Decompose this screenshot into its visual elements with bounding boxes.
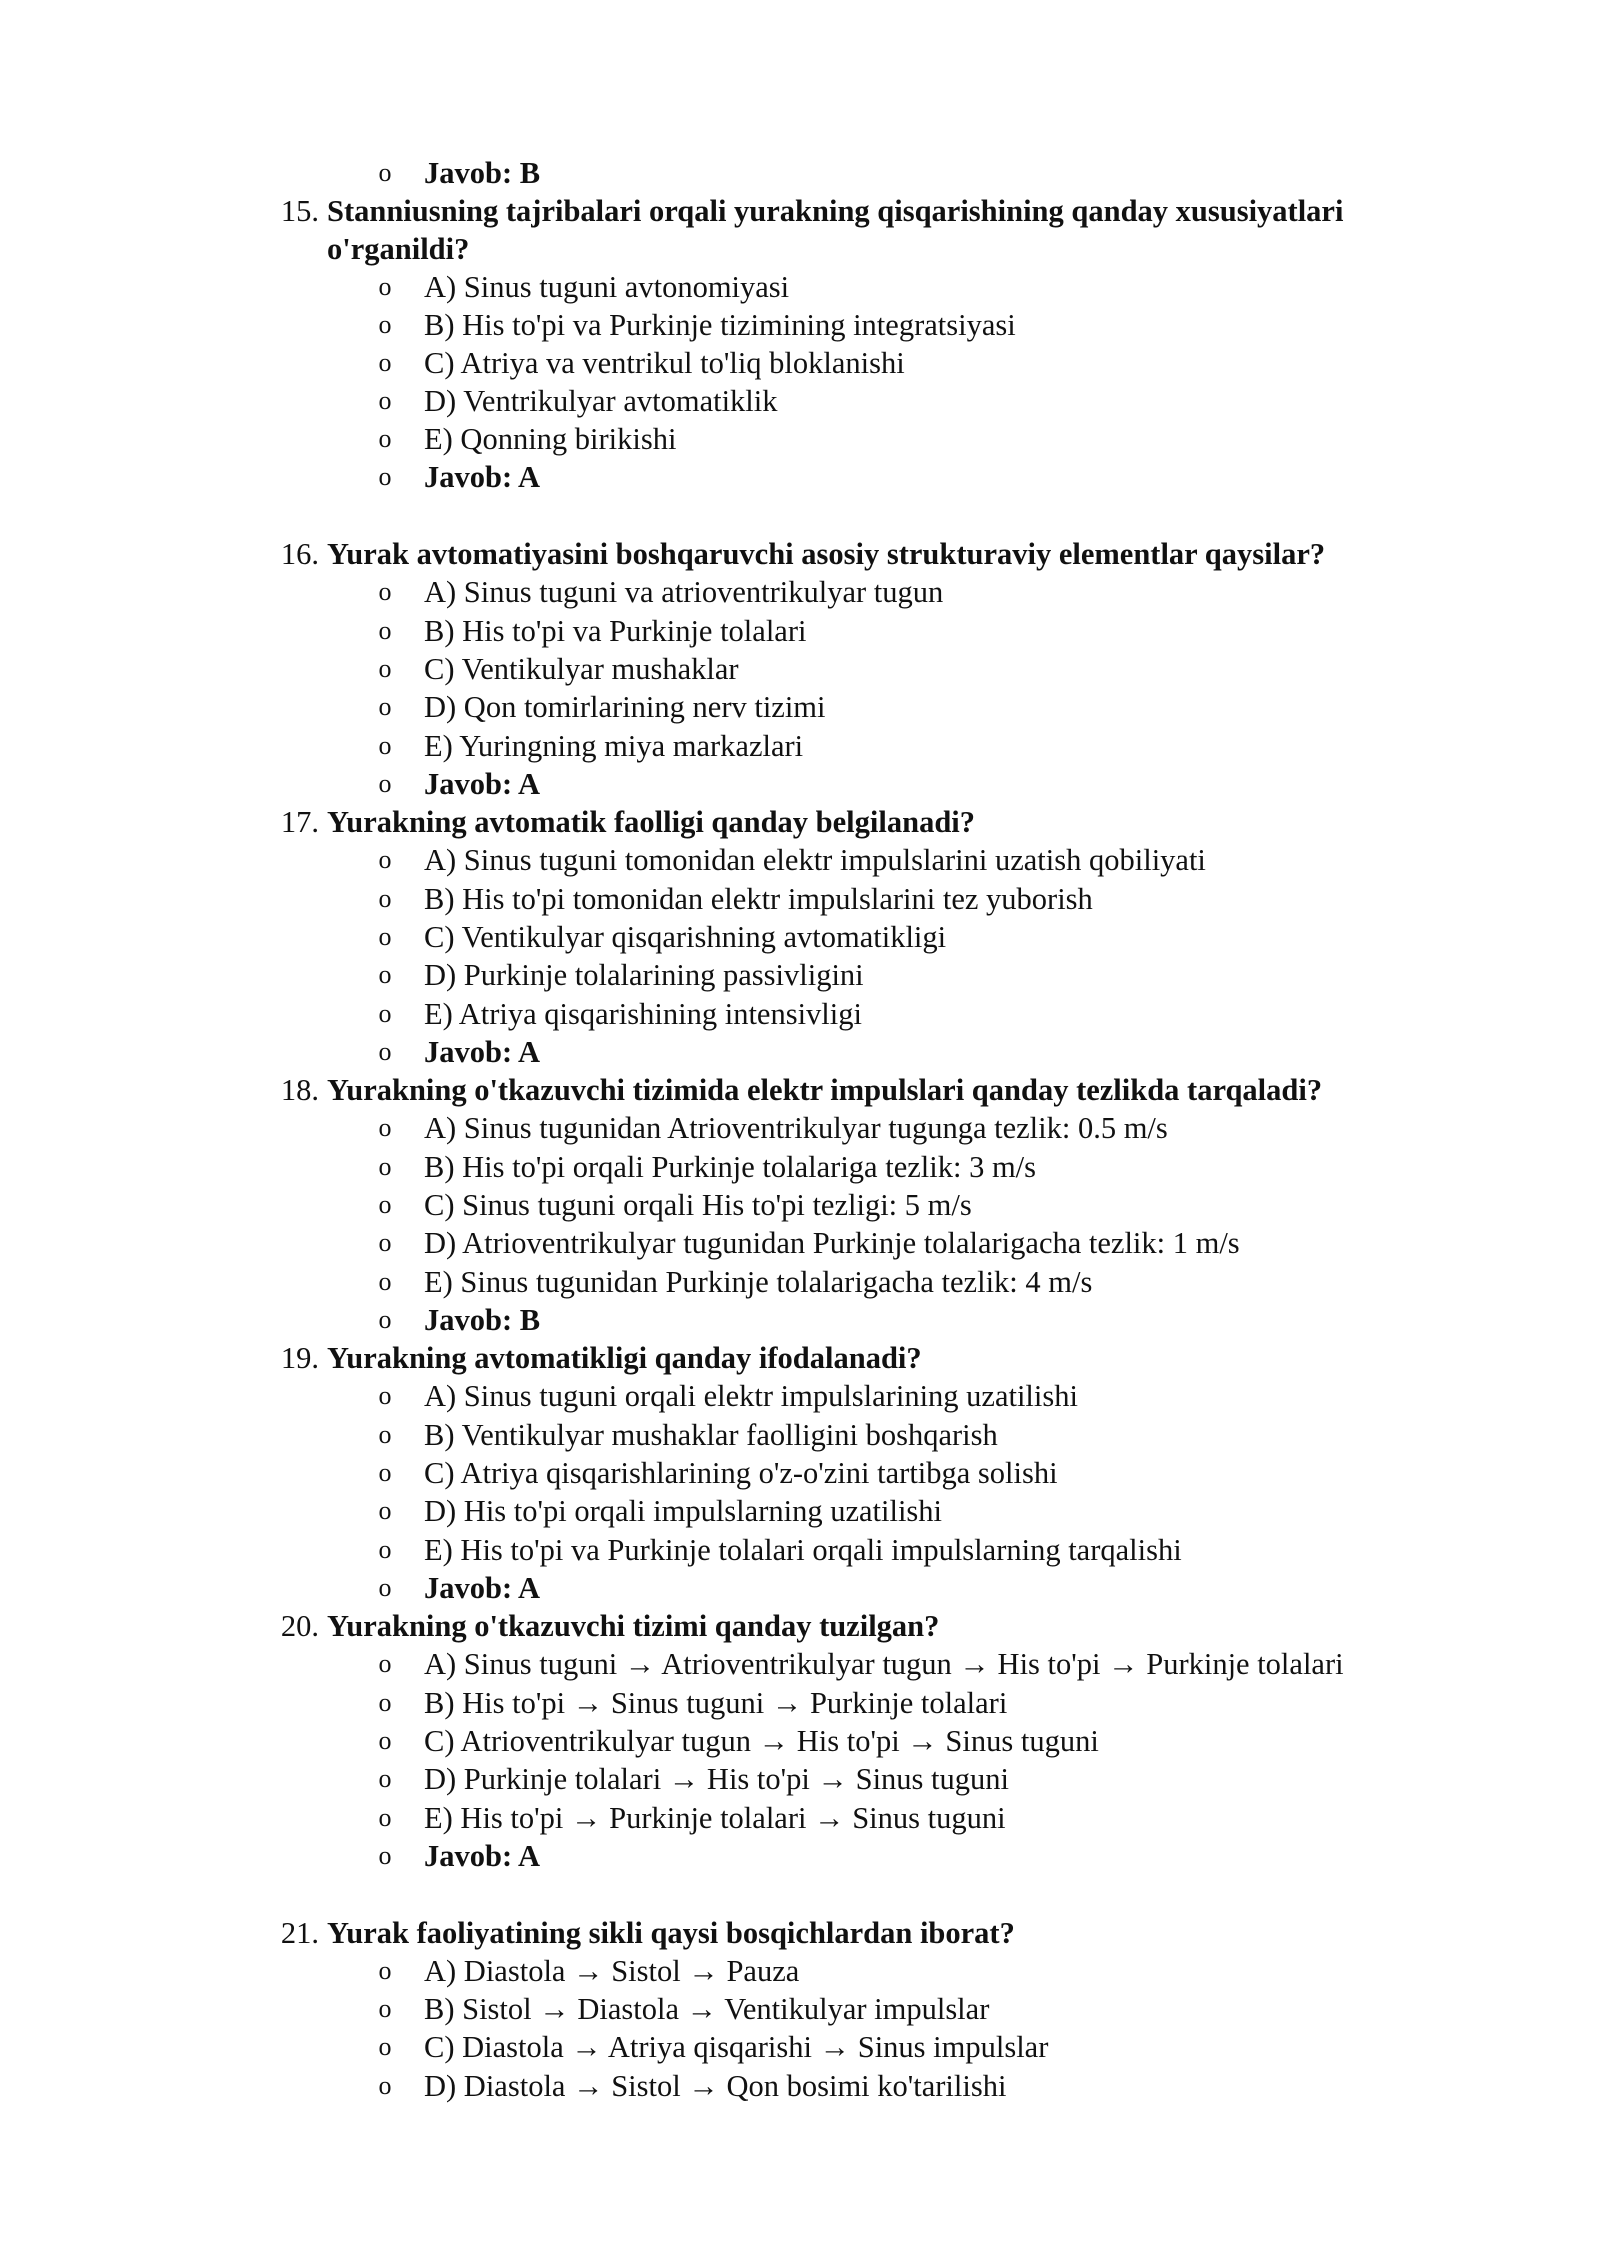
option-line (0, 650, 1600, 688)
list-bullet: o (378, 1496, 392, 1525)
option-line (0, 2028, 1600, 2066)
question-15-heading (0, 192, 1600, 230)
answer-text: Javob: A (424, 767, 541, 801)
list-bullet: o (378, 769, 392, 798)
option-line (0, 956, 1600, 994)
option-text: B) His to'pi va Purkinje tizimining integratsiyasi (424, 308, 1016, 342)
option-line (0, 1952, 1600, 1990)
option-text: D) Qon tomirlarining nerv tizimi (424, 690, 826, 724)
option-text: A) Sinus tuguni avtonomiyasi (424, 270, 790, 304)
answer-line (0, 1569, 1600, 1607)
question-number: 19. (280, 1341, 319, 1375)
option-text: D) Purkinje tolalari → His to'pi → Sinus tuguni (424, 1762, 1009, 1796)
question-21-heading (0, 1914, 1600, 1952)
question-text: Yurak avtomatiyasini boshqaruvchi asosiy strukturaviy elementlar qaysilar? (327, 537, 1326, 571)
option-text: A) Sinus tuguni → Atrioventrikulyar tugun → His to'pi → Purkinje tolalari (424, 1647, 1344, 1681)
list-bullet: o (378, 845, 392, 874)
list-bullet: o (378, 577, 392, 606)
question-number: 16. (280, 537, 319, 571)
option-text: D) Atrioventrikulyar tugunidan Purkinje tolalarigacha tezlik: 1 m/s (424, 1226, 1240, 1260)
option-text: C) Ventikulyar qisqarishning avtomatikligi (424, 920, 947, 954)
option-text: C) Atriya va ventrikul to'liq bloklanishi (424, 346, 905, 380)
option-line (0, 573, 1600, 611)
question-text: Yurakning avtomatik faolligi qanday belgilanadi? (327, 805, 976, 839)
list-bullet: o (378, 1841, 392, 1870)
option-line (0, 1645, 1600, 1683)
list-bullet: o (378, 424, 392, 453)
question-19-heading (0, 1339, 1600, 1377)
option-line (0, 1722, 1600, 1760)
option-text: D) His to'pi orqali impulslarning uzatilishi (424, 1494, 943, 1528)
option-text: C) Sinus tuguni orqali His to'pi tezligi: 5 m/s (424, 1188, 972, 1222)
question-text: Yurakning o'tkazuvchi tizimida elektr impulslari qanday tezlikda tarqaladi? (327, 1073, 1323, 1107)
option-text: D) Purkinje tolalarining passivligini (424, 958, 864, 992)
question-15-heading-cont (0, 230, 1600, 268)
question-text: o'rganildi? (327, 232, 470, 266)
answer-line (0, 1033, 1600, 1071)
question-17-heading (0, 803, 1600, 841)
question-text: Yurakning o'tkazuvchi tizimi qanday tuzilgan? (327, 1609, 940, 1643)
option-line (0, 268, 1600, 306)
option-text: C) Diastola → Atriya qisqarishi → Sinus impulslar (424, 2030, 1049, 2064)
option-line (0, 1109, 1600, 1147)
option-line (0, 727, 1600, 765)
option-text: A) Sinus tugunidan Atrioventrikulyar tugunga tezlik: 0.5 m/s (424, 1111, 1168, 1145)
option-text: B) His to'pi → Sinus tuguni → Purkinje tolalari (424, 1686, 1008, 1720)
option-text: D) Ventrikulyar avtomatiklik (424, 384, 778, 418)
option-line (0, 1531, 1600, 1569)
option-text: C) Ventikulyar mushaklar (424, 652, 739, 686)
list-bullet: o (378, 1152, 392, 1181)
option-line (0, 880, 1600, 918)
option-line (0, 1186, 1600, 1224)
list-bullet: o (378, 310, 392, 339)
list-bullet: o (378, 731, 392, 760)
list-bullet: o (378, 616, 392, 645)
option-text: A) Sinus tuguni tomonidan elektr impulslarini uzatish qobiliyati (424, 843, 1206, 877)
option-text: B) His to'pi va Purkinje tolalari (424, 614, 807, 648)
answer-line (0, 458, 1600, 496)
question-text: Yurakning avtomatikligi qanday ifodalanadi? (327, 1341, 922, 1375)
list-bullet: o (378, 1994, 392, 2023)
list-bullet: o (378, 348, 392, 377)
question-20-heading (0, 1607, 1600, 1645)
question-number: 18. (280, 1073, 319, 1107)
list-bullet: o (378, 272, 392, 301)
option-line (0, 1148, 1600, 1186)
option-line (0, 1224, 1600, 1262)
option-text: E) Yuringning miya markazlari (424, 729, 804, 763)
list-bullet: o (378, 158, 392, 187)
answer-line (0, 1301, 1600, 1339)
option-line (0, 1799, 1600, 1837)
list-bullet: o (378, 654, 392, 683)
option-text: B) Ventikulyar mushaklar faolligini boshqarish (424, 1418, 998, 1452)
answer-text: Javob: B (424, 1303, 541, 1337)
list-bullet: o (378, 1037, 392, 1066)
option-line (0, 1684, 1600, 1722)
answer-text: Javob: A (424, 1035, 541, 1069)
option-line (0, 2067, 1600, 2105)
option-line (0, 1454, 1600, 1492)
list-bullet: o (378, 1688, 392, 1717)
option-line (0, 612, 1600, 650)
option-text: A) Sinus tuguni orqali elektr impulslarining uzatilishi (424, 1379, 1078, 1413)
option-line (0, 306, 1600, 344)
list-bullet: o (378, 1803, 392, 1832)
list-bullet: o (378, 1573, 392, 1602)
option-line (0, 841, 1600, 879)
list-bullet: o (378, 1649, 392, 1678)
option-line (0, 1263, 1600, 1301)
option-text: E) Sinus tugunidan Purkinje tolalarigacha tezlik: 4 m/s (424, 1265, 1093, 1299)
option-text: E) Qonning birikishi (424, 422, 677, 456)
answer-text: Javob: A (424, 1839, 541, 1873)
option-line (0, 1990, 1600, 2028)
option-text: A) Sinus tuguni va atrioventrikulyar tugun (424, 575, 944, 609)
answer-text: Javob: A (424, 460, 541, 494)
question-text: Yurak faoliyatining sikli qaysi bosqichlardan iborat? (327, 1916, 1015, 1950)
answer-line (0, 765, 1600, 803)
list-bullet: o (378, 1305, 392, 1334)
answer-line-q14 (0, 154, 1600, 192)
question-number: 21. (280, 1916, 319, 1950)
list-bullet: o (378, 1267, 392, 1296)
list-bullet: o (378, 1228, 392, 1257)
option-text: C) Atrioventrikulyar tugun → His to'pi → Sinus tuguni (424, 1724, 1099, 1758)
list-bullet: o (378, 884, 392, 913)
option-text: B) Sistol → Diastola → Ventikulyar impulslar (424, 1992, 990, 2026)
option-line (0, 1760, 1600, 1798)
answer-text: Javob: B (424, 156, 541, 190)
question-18-heading (0, 1071, 1600, 1109)
option-line (0, 1492, 1600, 1530)
list-bullet: o (378, 462, 392, 491)
option-line (0, 420, 1600, 458)
list-bullet: o (378, 1113, 392, 1142)
option-line (0, 995, 1600, 1033)
list-bullet: o (378, 1726, 392, 1755)
list-bullet: o (378, 999, 392, 1028)
option-text: B) His to'pi tomonidan elektr impulslarini tez yuborish (424, 882, 1093, 916)
list-bullet: o (378, 1535, 392, 1564)
list-bullet: o (378, 2032, 392, 2061)
list-bullet: o (378, 960, 392, 989)
answer-line (0, 1837, 1600, 1875)
question-number: 15. (280, 194, 319, 228)
question-number: 17. (280, 805, 319, 839)
list-bullet: o (378, 1458, 392, 1487)
list-bullet: o (378, 1956, 392, 1985)
option-text: C) Atriya qisqarishlarining o'z-o'zini tartibga solishi (424, 1456, 1058, 1490)
list-bullet: o (378, 1764, 392, 1793)
list-bullet: o (378, 1190, 392, 1219)
list-bullet: o (378, 2071, 392, 2100)
question-16-heading (0, 535, 1600, 573)
option-line (0, 382, 1600, 420)
question-number: 20. (280, 1609, 319, 1643)
question-text: Stanniusning tajribalari orqali yurakning qisqarishining qanday xususiyatlari (327, 194, 1344, 228)
option-line (0, 918, 1600, 956)
option-line (0, 688, 1600, 726)
list-bullet: o (378, 922, 392, 951)
option-text: E) Atriya qisqarishining intensivligi (424, 997, 862, 1031)
option-text: A) Diastola → Sistol → Pauza (424, 1954, 800, 1988)
list-bullet: o (378, 386, 392, 415)
option-line (0, 1377, 1600, 1415)
list-bullet: o (378, 1381, 392, 1410)
option-text: D) Diastola → Sistol → Qon bosimi ko'tarilishi (424, 2069, 1007, 2103)
option-text: E) His to'pi va Purkinje tolalari orqali impulslarning tarqalishi (424, 1533, 1182, 1567)
option-line (0, 344, 1600, 382)
answer-text: Javob: A (424, 1571, 541, 1605)
option-line (0, 1416, 1600, 1454)
option-text: E) His to'pi → Purkinje tolalari → Sinus tuguni (424, 1801, 1006, 1835)
list-bullet: o (378, 1420, 392, 1449)
list-bullet: o (378, 692, 392, 721)
option-text: B) His to'pi orqali Purkinje tolalariga tezlik: 3 m/s (424, 1150, 1037, 1184)
